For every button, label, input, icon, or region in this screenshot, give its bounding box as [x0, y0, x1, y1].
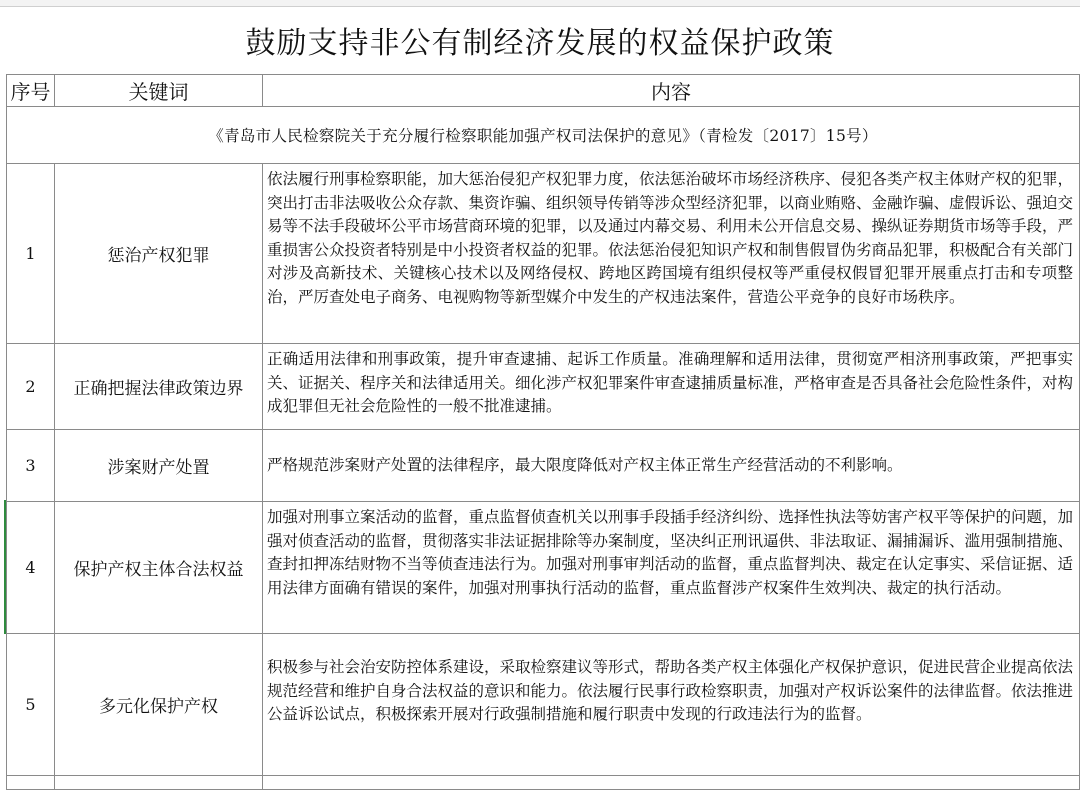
page-title: 鼓励支持非公有制经济发展的权益保护政策: [245, 26, 835, 61]
empty-cell: [7, 776, 55, 790]
row-content: 正确适用法律和刑事政策，提升审查逮捕、起诉工作质量。准确理解和适用法律，贯彻宽严相济刑事政策，严把事实关、证据关、程序关和法律适用关。细化涉产权犯罪案件审查逮捕质量标准，严格审查是否具备社会危险性条件，对构成犯罪但无社会危险性的一般不批准逮捕。: [263, 344, 1080, 430]
row-keyword: 惩治产权犯罪: [55, 164, 263, 344]
header-content: 内容: [263, 75, 1080, 107]
row-content: 依法履行刑事检察职能，加大惩治侵犯产权犯罪力度，依法惩治破坏市场经济秩序、侵犯各类产权主体财产权的犯罪，突出打击非法吸收公众存款、集资诈骗、组织领导传销等涉众型经济犯罪，以商业贿赂、金融诈骗、虚假诉讼、强迫交易等不法手段破坏公平市场营商环境的犯罪，以及通过内幕交易、利用未公开信息交易、操纵证券期货市场等手段，严重损害公众投资者特别是中小投资者权益的犯罪。依法惩治侵犯知识产权和制售假冒伪劣商品犯罪，积极配合有关部门对涉及高新技术、关键核心技术以及网络侵权、跨地区跨国境有组织侵权等严重侵权假冒犯罪开展重点打击和专项整治，严厉查处电子商务、电视购物等新型媒介中发生的产权违法案件，营造公平竞争的良好市场秩序。: [263, 164, 1080, 344]
row-number: 1: [7, 164, 55, 344]
table-header-row: [7, 75, 1080, 107]
row-content: 积极参与社会治安防控体系建设，采取检察建议等形式，帮助各类产权主体强化产权保护意识，促进民营企业提高依法规范经营和维护自身合法权益的意识和能力。依法履行民事行政检察职责，加强对产权诉讼案件的法律监督。依法推进公益诉讼试点，积极探索开展对行政强制措施和履行职责中发现的行政违法行为的监督。: [263, 634, 1080, 776]
row-keyword: 保护产权主体合法权益: [55, 502, 263, 634]
header-keyword: 关键词: [55, 75, 263, 107]
row-number: 2: [7, 344, 55, 430]
row-keyword: 涉案财产处置: [55, 430, 263, 502]
table-row: [7, 430, 1080, 502]
row-number: 4: [7, 502, 55, 634]
row-keyword: 多元化保护产权: [55, 634, 263, 776]
empty-cell: [55, 776, 263, 790]
section-title-row: [7, 107, 1080, 164]
table-row-empty: [7, 776, 1080, 790]
header-number: 序号: [7, 75, 55, 107]
policy-table: [6, 74, 1080, 790]
table-row: [7, 634, 1080, 776]
empty-cell: [263, 776, 1080, 790]
row-content: 加强对刑事立案活动的监督，重点监督侦查机关以刑事手段插手经济纠纷、选择性执法等妨害产权平等保护的问题，加强对侦查活动的监督，贯彻落实非法证据排除等办案制度，坚决纠正刑讯逼供、非法取证、漏捕漏诉、滥用强制措施、查封扣押冻结财物不当等侦查违法行为。加强对刑事审判活动的监督，重点监督判决、裁定在认定事实、采信证据、适用法律方面确有错误的案件，加强对刑事执行活动的监督，重点监督涉产权案件生效判决、裁定的执行活动。: [263, 502, 1080, 634]
table-row: [7, 344, 1080, 430]
row-content: 严格规范涉案财产处置的法律程序，最大限度降低对产权主体正常生产经营活动的不利影响。: [263, 430, 1080, 502]
row-keyword: 正确把握法律政策边界: [55, 344, 263, 430]
table-row: [7, 164, 1080, 344]
table-row: [7, 502, 1080, 634]
row-number: 3: [7, 430, 55, 502]
section-title: 《青岛市人民检察院关于充分履行检察职能加强产权司法保护的意见》（青检发〔2017〕15号）: [7, 107, 1080, 164]
row-number: 5: [7, 634, 55, 776]
